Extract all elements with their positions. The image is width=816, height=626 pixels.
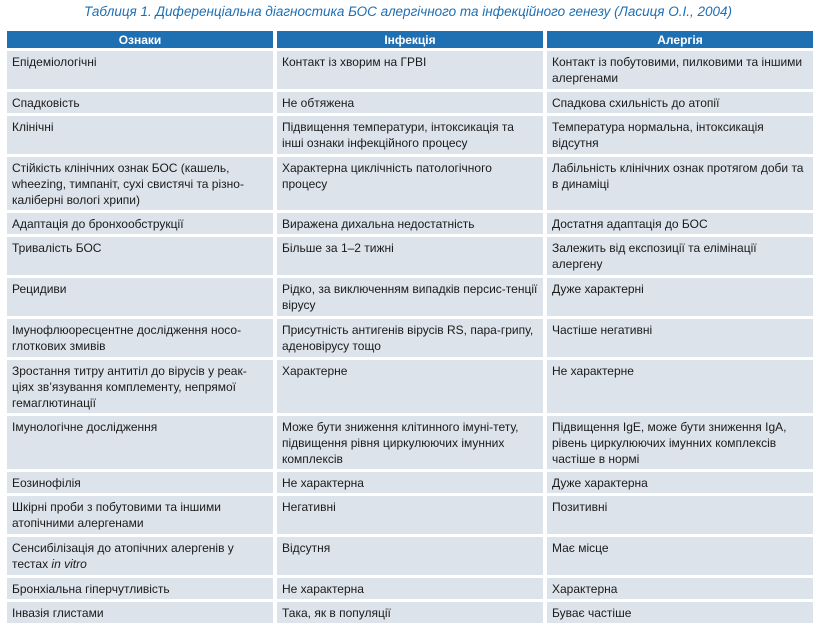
cell-infection: Негативні [277,496,543,534]
cell-allergy: Дуже характерна [547,472,813,493]
cell-infection: Контакт із хворим на ГРВІ [277,51,543,89]
cell-sign: Стійкість клінічних ознак БОС (кашель, wheezing, тимпаніт, сухі свистячі та різно-каліберні вологі хрипи) [7,157,273,210]
cell-sign: Клінічні [7,116,273,154]
cell-allergy: Підвищення IgE, може бути зниження IgA, рівень циркулюючих імунних комплексів частіше в нормі [547,416,813,469]
cell-sign: Епідеміологічні [7,51,273,89]
cell-sign-text: Сенсибілізація до атопічних алергенів у тестах [12,541,234,571]
table-row [7,537,813,575]
table-row [7,496,813,534]
cell-allergy: Достатня адаптація до БОС [547,213,813,234]
cell-allergy: Спадкова схильність до атопії [547,92,813,113]
cell-infection: Виражена дихальна недостатність [277,213,543,234]
cell-allergy: Буває частіше [547,602,813,623]
diagnosis-table [3,28,816,626]
table-row [7,472,813,493]
cell-allergy: Позитивні [547,496,813,534]
table-row [7,602,813,623]
table-row [7,116,813,154]
cell-sign-italic: in vitro [51,557,87,571]
header-signs: Ознаки [7,31,273,48]
cell-sign: Еозинофілія [7,472,273,493]
cell-allergy: Не характерне [547,360,813,413]
cell-infection: Підвищення температури, інтоксикація та інші ознаки інфекційного процесу [277,116,543,154]
table-row [7,237,813,275]
cell-infection: Не характерна [277,578,543,599]
table-row [7,51,813,89]
cell-infection: Така, як в популяції [277,602,543,623]
cell-sign [7,537,273,575]
cell-infection: Не характерна [277,472,543,493]
table-row [7,360,813,413]
cell-infection: Характерна циклічність патологічного процесу [277,157,543,210]
cell-sign: Зростання титру антитіл до вірусів у реак-ціях зв’язування комплементу, непрямої гемаглютинації [7,360,273,413]
table-row [7,92,813,113]
cell-sign: Бронхіальна гіперчутливість [7,578,273,599]
header-infection: Інфекція [277,31,543,48]
cell-sign: Адаптація до бронхообструкції [7,213,273,234]
cell-infection: Присутність антигенів вірусів RS, пара-грипу, аденовірусу тощо [277,319,543,357]
table-header-row [7,31,813,48]
cell-sign: Спадковість [7,92,273,113]
cell-allergy: Залежить від експозиції та елімінації алергену [547,237,813,275]
cell-sign: Імунофлюоресцентне дослідження носо-глоткових змивів [7,319,273,357]
table-caption: Таблиця 1. Диференціальна діагностика БОС алергічного та інфекційного генезу (Ласиця О.І., 2004) [83,4,733,19]
cell-sign: Шкірні проби з побутовими та іншими атопічними алергенами [7,496,273,534]
cell-allergy: Характерна [547,578,813,599]
cell-infection: Може бути зниження клітинного імуні-тету, підвищення рівня циркулюючих імунних комплексів [277,416,543,469]
cell-allergy: Частіше негативні [547,319,813,357]
table-row [7,578,813,599]
cell-allergy: Контакт із побутовими, пилковими та іншими алергенами [547,51,813,89]
table-row [7,416,813,469]
cell-infection: Більше за 1–2 тижні [277,237,543,275]
table-row [7,213,813,234]
cell-allergy: Лабільність клінічних ознак протягом доби та в динаміці [547,157,813,210]
table-row [7,319,813,357]
table-row [7,278,813,316]
cell-allergy: Має місце [547,537,813,575]
table-row [7,157,813,210]
cell-infection: Відсутня [277,537,543,575]
cell-infection: Характерне [277,360,543,413]
cell-sign: Імунологічне дослідження [7,416,273,469]
header-allergy: Алергія [547,31,813,48]
cell-infection: Не обтяжена [277,92,543,113]
cell-sign: Тривалість БОС [7,237,273,275]
cell-infection: Рідко, за виключенням випадків персис-тенції вірусу [277,278,543,316]
cell-sign: Інвазія глистами [7,602,273,623]
cell-allergy: Температура нормальна, інтоксикація відсутня [547,116,813,154]
cell-allergy: Дуже характерні [547,278,813,316]
cell-sign: Рецидиви [7,278,273,316]
